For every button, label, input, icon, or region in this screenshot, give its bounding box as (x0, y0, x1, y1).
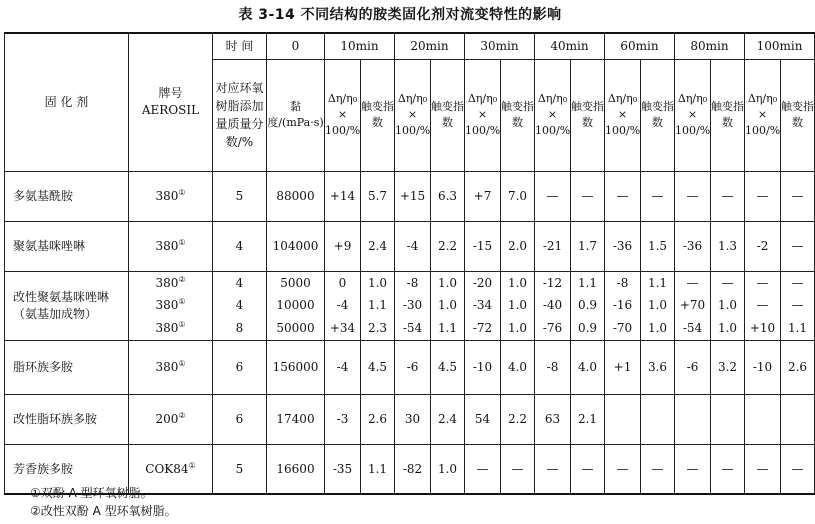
delta-cell: +9 (325, 221, 361, 271)
tix-cell: 6.3 (431, 171, 465, 221)
delta-cell: -36 (605, 221, 641, 271)
tix-cell: — (781, 294, 815, 317)
delta-cell: 63 (535, 394, 571, 444)
dose-cell: 4 (213, 294, 267, 317)
footnote-2: ②改性双酚 A 型环氧树脂。 (30, 504, 177, 518)
delta-cell: -4 (325, 294, 361, 317)
header-tix-7: 触变指数 (781, 59, 815, 171)
header-tix-3: 触变指数 (501, 59, 535, 171)
dose-cell: 5 (213, 444, 267, 494)
grade-cell (129, 271, 213, 294)
delta-cell: -10 (745, 340, 781, 394)
delta-cell: -72 (465, 317, 501, 340)
grade-note: ① (178, 320, 186, 330)
tix-cell: 2.2 (431, 221, 465, 271)
delta-cell: -12 (535, 271, 571, 294)
delta-cell: -54 (675, 317, 711, 340)
delta-cell: -2 (745, 221, 781, 271)
header-tix-1: 触变指数 (361, 59, 395, 171)
tix-cell: — (781, 221, 815, 271)
delta-cell: — (745, 271, 781, 294)
delta-cell: -4 (395, 221, 431, 271)
tix-cell: — (501, 444, 535, 494)
dose-cell: 4 (213, 221, 267, 271)
dose-cell: 8 (213, 317, 267, 340)
tix-cell: 1.0 (501, 271, 535, 294)
header-tix-2: 触变指数 (431, 59, 465, 171)
grade-value: COK84 (145, 461, 189, 476)
delta-cell: — (675, 271, 711, 294)
delta-cell: -30 (395, 294, 431, 317)
curing-agent-name: 多氨基酰胺 (5, 171, 129, 221)
tix-cell: 2.6 (781, 340, 815, 394)
header-row-time (5, 33, 815, 59)
header-time-100: 100min (745, 33, 815, 59)
delta-cell: +15 (395, 171, 431, 221)
grade-cell (129, 171, 213, 221)
delta-cell: +34 (325, 317, 361, 340)
header-curing-agent: 固 化 剂 (5, 33, 129, 171)
table-row (5, 340, 815, 394)
delta-cell: -15 (465, 221, 501, 271)
header-delta-3: Δη/η₀ × 100/% (465, 59, 501, 171)
tix-cell: — (711, 271, 745, 294)
tix-cell: 1.7 (571, 221, 605, 271)
delta-cell: 30 (395, 394, 431, 444)
tix-cell: 2.4 (361, 221, 395, 271)
tix-cell: 1.0 (501, 294, 535, 317)
delta-cell: — (745, 444, 781, 494)
header-time-30: 30min (465, 33, 535, 59)
tix-cell: 3.6 (641, 340, 675, 394)
delta-cell: -8 (395, 271, 431, 294)
tix-cell: — (571, 444, 605, 494)
header-time-40: 40min (535, 33, 605, 59)
header-delta-5: Δη/η₀ × 100/% (605, 59, 641, 171)
viscosity-cell: 156000 (267, 340, 325, 394)
tix-cell: — (781, 171, 815, 221)
grade-value: 380 (155, 275, 179, 290)
dose-cell: 5 (213, 171, 267, 221)
header-delta-6: Δη/η₀ × 100/% (675, 59, 711, 171)
delta-cell: -35 (325, 444, 361, 494)
tix-cell (641, 394, 675, 444)
grade-value: 380 (155, 238, 179, 253)
delta-cell (675, 394, 711, 444)
delta-cell: -76 (535, 317, 571, 340)
tix-cell: 1.1 (571, 271, 605, 294)
viscosity-cell: 17400 (267, 394, 325, 444)
tix-cell: 4.5 (361, 340, 395, 394)
grade-value: 380 (155, 359, 179, 374)
tix-cell: — (781, 444, 815, 494)
table-row (5, 221, 815, 271)
tix-cell: 1.5 (641, 221, 675, 271)
grade-value: 380 (155, 298, 179, 313)
table-row (5, 394, 815, 444)
delta-cell: -20 (465, 271, 501, 294)
tix-cell: 4.0 (571, 340, 605, 394)
tix-cell: 1.0 (431, 294, 465, 317)
delta-cell: -8 (535, 340, 571, 394)
delta-cell: -16 (605, 294, 641, 317)
header-time: 时 间 (213, 33, 267, 59)
tix-cell: 3.2 (711, 340, 745, 394)
tix-cell: 1.1 (781, 317, 815, 340)
grade-cell (129, 294, 213, 317)
tix-cell: — (711, 171, 745, 221)
delta-cell: -70 (605, 317, 641, 340)
table-row (5, 171, 815, 221)
header-delta-4: Δη/η₀ × 100/% (535, 59, 571, 171)
grade-value: 200 (155, 411, 179, 426)
header-delta-2: Δη/η₀ × 100/% (395, 59, 431, 171)
curing-agent-name: 聚氨基咪唑啉 (5, 221, 129, 271)
grade-cell (129, 221, 213, 271)
tix-cell: — (571, 171, 605, 221)
delta-cell: — (745, 294, 781, 317)
delta-cell: -54 (395, 317, 431, 340)
viscosity-cell: 104000 (267, 221, 325, 271)
viscosity-cell: 88000 (267, 171, 325, 221)
header-time-60: 60min (605, 33, 675, 59)
tix-cell: 1.1 (431, 317, 465, 340)
tix-cell: 7.0 (501, 171, 535, 221)
delta-cell: — (675, 171, 711, 221)
tix-cell: 1.0 (711, 294, 745, 317)
viscosity-cell: 10000 (267, 294, 325, 317)
delta-cell: — (465, 444, 501, 494)
curing-agent-name: 改性聚氨基咪唑啉（氨基加成物） (5, 271, 129, 340)
header-grade: 牌号 AEROSIL (129, 33, 213, 171)
delta-cell: -6 (395, 340, 431, 394)
delta-cell: +1 (605, 340, 641, 394)
grade-cell (129, 317, 213, 340)
grade-note: ① (178, 237, 186, 247)
tix-cell (711, 394, 745, 444)
grade-cell (129, 340, 213, 394)
grade-note: ② (178, 410, 186, 420)
rheology-table (4, 32, 815, 495)
header-delta-1: Δη/η₀ × 100/% (325, 59, 361, 171)
header-time-0: 0 (267, 33, 325, 59)
delta-cell: — (675, 444, 711, 494)
delta-cell: — (535, 444, 571, 494)
delta-cell: +7 (465, 171, 501, 221)
delta-cell (745, 394, 781, 444)
tix-cell: 1.0 (641, 294, 675, 317)
delta-cell: +14 (325, 171, 361, 221)
delta-cell: — (535, 171, 571, 221)
viscosity-cell: 50000 (267, 317, 325, 340)
header-dose: 对应环氧树脂添加量质量分数/% (213, 59, 267, 171)
tix-cell: 1.0 (361, 271, 395, 294)
viscosity-cell: 16600 (267, 444, 325, 494)
footnotes (30, 484, 177, 520)
tix-cell: 2.2 (501, 394, 535, 444)
tix-cell: 5.7 (361, 171, 395, 221)
header-time-80: 80min (675, 33, 745, 59)
grade-value: 380 (155, 188, 179, 203)
delta-cell: — (745, 171, 781, 221)
delta-cell (605, 394, 641, 444)
tix-cell: 4.0 (501, 340, 535, 394)
tix-cell: 1.1 (361, 444, 395, 494)
grade-value: 380 (155, 321, 179, 336)
tix-cell: 1.0 (431, 271, 465, 294)
tix-cell: 2.6 (361, 394, 395, 444)
grade-note: ② (178, 274, 186, 284)
tix-cell: 1.0 (501, 317, 535, 340)
tix-cell: 1.1 (361, 294, 395, 317)
delta-cell: 0 (325, 271, 361, 294)
delta-cell: -6 (675, 340, 711, 394)
tix-cell (781, 394, 815, 444)
delta-cell: +10 (745, 317, 781, 340)
header-viscosity: 黏度/(mPa·s) (267, 59, 325, 171)
tix-cell: 2.4 (431, 394, 465, 444)
table-title: 表 3-14 不同结构的胺类固化剂对流变特性的影响 (238, 7, 562, 23)
dose-cell: 4 (213, 271, 267, 294)
grade-cell (129, 394, 213, 444)
delta-cell: -82 (395, 444, 431, 494)
delta-cell: -21 (535, 221, 571, 271)
tix-cell: 2.0 (501, 221, 535, 271)
delta-cell: -3 (325, 394, 361, 444)
delta-cell: -34 (465, 294, 501, 317)
table-row (5, 271, 815, 294)
header-tix-4: 触变指数 (571, 59, 605, 171)
tix-cell: 1.0 (641, 317, 675, 340)
delta-cell: 54 (465, 394, 501, 444)
header-tix-5: 触变指数 (641, 59, 675, 171)
tix-cell: 1.0 (431, 444, 465, 494)
tix-cell: 2.1 (571, 394, 605, 444)
curing-agent-name: 改性脂环族多胺 (5, 394, 129, 444)
dose-cell: 6 (213, 340, 267, 394)
curing-agent-name: 芳香族多胺 (5, 444, 129, 494)
tix-cell: 0.9 (571, 317, 605, 340)
delta-cell: -4 (325, 340, 361, 394)
grade-note: ① (188, 460, 196, 470)
header-time-20: 20min (395, 33, 465, 59)
delta-cell: — (605, 444, 641, 494)
tix-cell: 1.0 (711, 317, 745, 340)
delta-cell: — (605, 171, 641, 221)
footnote-1: ①双酚 A 型环氧树脂。 (30, 486, 153, 500)
delta-cell: -40 (535, 294, 571, 317)
tix-cell: 1.1 (641, 271, 675, 294)
delta-cell: -10 (465, 340, 501, 394)
delta-cell: -8 (605, 271, 641, 294)
tix-cell: 4.5 (431, 340, 465, 394)
delta-cell: -36 (675, 221, 711, 271)
tix-cell: 1.3 (711, 221, 745, 271)
tix-cell: — (641, 171, 675, 221)
grade-note: ① (178, 358, 186, 368)
grade-note: ① (178, 187, 186, 197)
header-tix-6: 触变指数 (711, 59, 745, 171)
grade-note: ① (178, 297, 186, 307)
tix-cell: — (711, 444, 745, 494)
header-delta-7: Δη/η₀ × 100/% (745, 59, 781, 171)
tix-cell: — (641, 444, 675, 494)
viscosity-cell: 5000 (267, 271, 325, 294)
curing-agent-name: 脂环族多胺 (5, 340, 129, 394)
tix-cell: 2.3 (361, 317, 395, 340)
tix-cell: 0.9 (571, 294, 605, 317)
delta-cell: +70 (675, 294, 711, 317)
header-time-10: 10min (325, 33, 395, 59)
dose-cell: 6 (213, 394, 267, 444)
tix-cell: — (781, 271, 815, 294)
